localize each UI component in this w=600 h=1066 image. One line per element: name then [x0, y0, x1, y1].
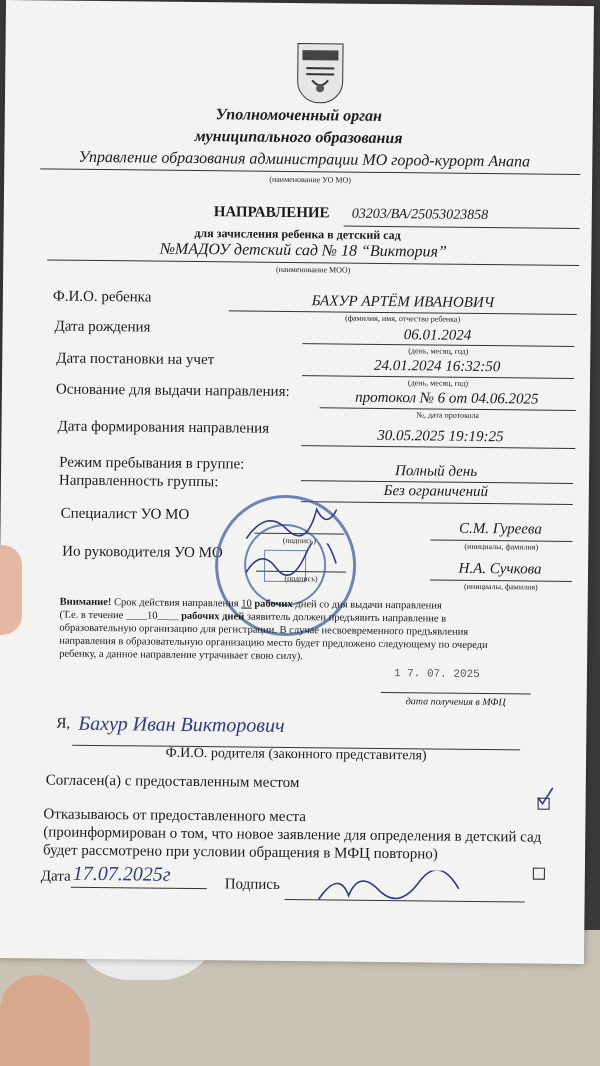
parent-handwritten-name: Бахур Иван Викторович: [78, 712, 285, 737]
child-name-label: Ф.И.О. ребенка: [52, 288, 152, 306]
refuse-label: Отказываюсь от предоставленного места: [43, 806, 306, 826]
head-sign-caption: (подпись): [284, 573, 318, 584]
parent-signature: [312, 869, 462, 911]
mode-value: Полный день: [394, 463, 478, 480]
head-name: Н.А. Сучкова: [458, 560, 542, 578]
registration-date-label: Дата постановки на учет: [56, 350, 215, 369]
registration-date-value: 24.01.2024 16:32:50: [373, 357, 501, 376]
notice-text: образовательную организацию для регистрации. В случае несвоевременного предъявления: [59, 622, 469, 638]
org-title-line2: муниципального образования: [194, 127, 403, 148]
mfc-date-underline: [381, 692, 531, 695]
notice-text: направления в образовательную организацию место будет предложено следующему по очереди: [59, 635, 488, 652]
date-underline: [71, 887, 207, 889]
mfc-received-date-stamp: 1 7. 07. 2025: [393, 668, 480, 681]
head-signature: [236, 542, 346, 583]
notice-days: 10: [241, 598, 252, 610]
orientation-value: Без ограничений: [383, 482, 489, 501]
notice-working: рабочих дней: [181, 610, 245, 623]
coat-of-arms-icon: [297, 43, 344, 103]
mode-label: Режим пребывания в группе:: [59, 454, 245, 473]
birth-date-label: Дата рождения: [54, 318, 151, 336]
department-name: Управление образования администрации МО город-курорт Анапа: [78, 148, 531, 171]
birth-date-value: 06.01.2024: [403, 327, 472, 344]
notice-heading: Внимание!: [59, 596, 112, 609]
specialist-label: Специалист УО МО: [60, 505, 190, 523]
formed-date-label: Дата формирования направления: [57, 418, 270, 437]
notice-days: 10: [146, 610, 158, 622]
child-name-value: БАХУР АРТЁМ ИВАНОВИЧ: [311, 293, 495, 312]
head-label: Ио руководителя УО МО: [62, 543, 223, 562]
formed-date-value: 30.05.2025 19:19:25: [377, 427, 504, 446]
document-purpose: для зачисления ребенка в детский сад: [194, 225, 401, 243]
basis-caption: №, дата протокола: [416, 410, 480, 420]
child-name-caption: (фамилия, имя, отчество ребенка): [345, 313, 461, 324]
signature-label: Подпись: [224, 876, 280, 893]
mfc-date-caption: дата получения в МФЦ: [405, 696, 506, 709]
notice-working: рабочих: [254, 598, 293, 611]
institution-name: №МАДОУ детский сад № 18 “Виктория”: [159, 240, 447, 261]
basis-label: Основание для выдачи направления:: [55, 381, 290, 400]
agree-label: Согласен(а) с предоставленным местом: [45, 772, 300, 792]
notice-text: Срок действия направления: [113, 597, 239, 610]
date-handwritten-value: 17.07.2025г: [72, 862, 171, 886]
org-title-line1: Уполномоченный орган: [215, 106, 383, 125]
parent-prefix: Я,: [56, 715, 71, 732]
orientation-label: Направленность группы:: [58, 472, 219, 491]
specialist-caption: (инициалы, фамилия): [464, 541, 539, 552]
agree-checkmark-icon: [534, 786, 556, 808]
holding-thumb: [0, 545, 22, 635]
specialist-name: С.М. Гуреева: [458, 520, 542, 538]
notice-text: (Т.е. в течение: [59, 609, 124, 622]
document-title: НАПРАВЛЕНИЕ: [213, 204, 330, 222]
head-caption: (инициалы, фамилия): [463, 581, 538, 592]
notice-block: Внимание! Срок действия направления 10 рабочих дней со дня выдачи направления (Т.е. в течение ____10____ рабочих дней заявитель должен предъявить направление в образовательную организацию для регистрации. В случае несвоевременного предъявления направления в образовательную организацию место будет предложено следующему по очереди ребенку, а данное направление утрачивает свою силу).: [59, 596, 580, 666]
birth-date-caption: (день, месяц, год): [408, 346, 469, 356]
department-caption: (наименование УО МО): [269, 174, 351, 185]
parent-caption: Ф.И.О. родителя (законного представителя): [165, 745, 427, 764]
specialist-sign-caption: (подпись): [282, 535, 317, 546]
document-number: 03203/ВА/25053023858: [351, 206, 489, 224]
registration-date-caption: (день, месяц, год): [407, 378, 469, 388]
date-label: Дата: [40, 868, 71, 885]
refuse-checkbox[interactable]: [533, 868, 545, 880]
refuse-note-line2: будет рассмотрено при условии обращения в МФЦ повторно): [43, 842, 438, 863]
refuse-note-line1: (проинформирован о том, что новое заявление для определения в детский сад: [43, 824, 542, 846]
notice-text: заявитель должен предъявить направление в: [246, 611, 447, 625]
notice-text: ребенку, а данное направление утрачивает свою силу).: [59, 648, 303, 663]
basis-value: протокол № 6 от 04.06.2025: [355, 389, 539, 408]
institution-caption: (наименование МОО): [275, 264, 351, 275]
notice-text: дней со дня выдачи направления: [295, 599, 442, 612]
